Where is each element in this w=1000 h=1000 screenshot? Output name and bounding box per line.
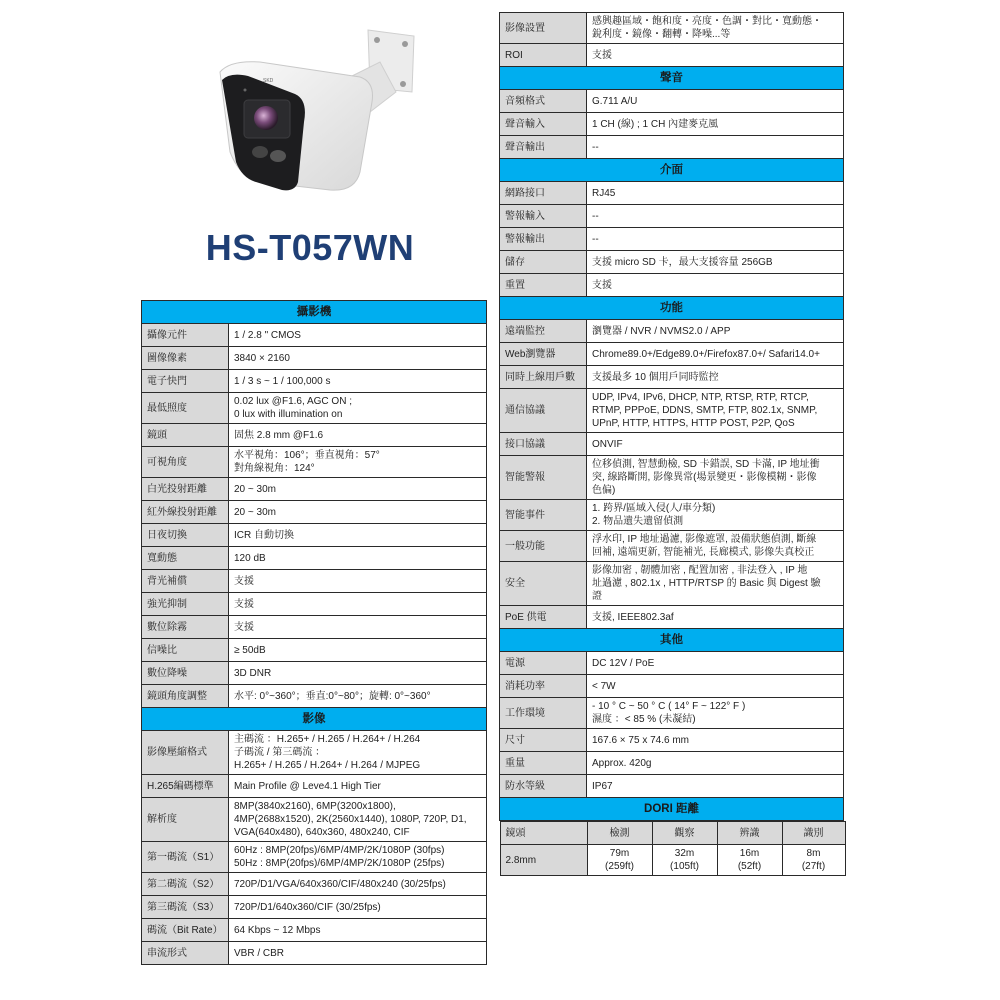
section-title: 介面 xyxy=(500,159,844,182)
spec-label: 鏡頭角度調整 xyxy=(142,685,229,708)
spec-value xyxy=(229,798,487,842)
spec-value-line: 0 lux with illumination on xyxy=(234,409,343,420)
spec-value-line: 4MP(2688x1520), 2K(2560x1440), 1080P, 720P, D1, xyxy=(234,814,467,825)
spec-row xyxy=(500,652,844,675)
spec-label: 警報輸入 xyxy=(500,205,587,228)
spec-value-line: ONVIF xyxy=(592,438,623,450)
spec-label: 背光補償 xyxy=(142,570,229,593)
dori-data-row xyxy=(500,845,845,876)
spec-label: 寬動態 xyxy=(142,547,229,570)
spec-row xyxy=(142,324,487,347)
spec-value-line: RTMP, PPPoE, DDNS, SMTP, FTP, 802.1x, SNMP, xyxy=(592,405,818,416)
spec-value-line: 支援 xyxy=(592,279,612,291)
spec-row xyxy=(500,606,844,629)
spec-row xyxy=(142,347,487,370)
spec-row xyxy=(500,675,844,698)
spec-label: 一般功能 xyxy=(500,531,587,562)
spec-value xyxy=(229,685,487,708)
spec-value xyxy=(587,729,844,752)
section-header-row xyxy=(142,708,487,731)
spec-value xyxy=(587,274,844,297)
dori-distance xyxy=(717,845,782,876)
spec-value-line: IP67 xyxy=(592,780,613,792)
distance-feet: (52ft) xyxy=(737,861,762,872)
spec-label: 信噪比 xyxy=(142,639,229,662)
spec-label: 智能警報 xyxy=(500,456,587,500)
spec-value-line: 720P/D1/VGA/640x360/CIF/480x240 (30/25fps) xyxy=(234,878,446,890)
spec-label: 網路接口 xyxy=(500,182,587,205)
spec-row xyxy=(500,456,844,500)
spec-row xyxy=(500,251,844,274)
spec-row xyxy=(142,775,487,798)
dori-wrapper-row xyxy=(500,821,844,877)
spec-value-line: 8MP(3840x2160), 6MP(3200x1800), xyxy=(234,801,396,812)
spec-value-line: UDP, IPv4, IPv6, DHCP, NTP, RTSP, RTP, RTCP, xyxy=(592,392,809,403)
spec-label: 聲音輸入 xyxy=(500,113,587,136)
spec-value xyxy=(229,842,487,873)
spec-label: 同時上線用戶數 xyxy=(500,366,587,389)
spec-value xyxy=(587,343,844,366)
spec-value-line: 50Hz : 8MP(20fps)/6MP/4MP/2K/1080P (25fps) xyxy=(234,858,445,869)
spec-label: 消耗功率 xyxy=(500,675,587,698)
spec-row xyxy=(142,593,487,616)
spec-value xyxy=(229,370,487,393)
spec-value xyxy=(229,347,487,370)
spec-value-line: 位移偵測, 智慧動檢, SD 卡錯誤, SD 卡滿, IP 地址衝 xyxy=(592,459,820,470)
spec-value-line: 色偏) xyxy=(592,485,616,496)
spec-row xyxy=(142,942,487,965)
spec-row xyxy=(500,205,844,228)
spec-value-line: 水平視角：106°；垂直視角：57° xyxy=(234,450,380,461)
spec-value xyxy=(229,942,487,965)
spec-value-line: 1. 跨界/區域入侵(人/車分類) xyxy=(592,503,716,514)
spec-row xyxy=(142,842,487,873)
spec-value-line: 1 / 3 s ~ 1 / 100,000 s xyxy=(234,375,331,387)
spec-value xyxy=(587,228,844,251)
spec-value-line: 支援, IEEE802.3af xyxy=(592,611,674,623)
spec-value-line: 對角線視角：124° xyxy=(234,463,315,474)
dori-distance xyxy=(652,845,717,876)
spec-value-line: ICR 自動切換 xyxy=(234,529,294,541)
spec-row xyxy=(500,433,844,456)
spec-value xyxy=(587,652,844,675)
spec-value xyxy=(587,44,844,67)
distance-meters: 8m xyxy=(806,848,821,859)
spec-value xyxy=(587,752,844,775)
spec-value xyxy=(229,593,487,616)
spec-label: 尺寸 xyxy=(500,729,587,752)
spec-value xyxy=(229,501,487,524)
spec-label: Web瀏覽器 xyxy=(500,343,587,366)
spec-label: 數位降噪 xyxy=(142,662,229,685)
distance-meters: 16m xyxy=(739,848,760,859)
section-title: 聲音 xyxy=(500,67,844,90)
dori-distance xyxy=(782,845,845,876)
spec-row xyxy=(142,873,487,896)
spec-row xyxy=(142,547,487,570)
spec-value-line: 1 CH (線) ; 1 CH 內建麥克風 xyxy=(592,118,719,130)
spec-label: 防水等級 xyxy=(500,775,587,798)
dori-title: DORI 距離 xyxy=(500,798,844,821)
spec-label: 接口協議 xyxy=(500,433,587,456)
spec-value-line: Main Profile @ Leve4.1 High Tier xyxy=(234,780,381,792)
spec-row xyxy=(500,389,844,433)
model-title: HS-T057WN xyxy=(205,227,415,268)
spec-value xyxy=(229,873,487,896)
spec-value-line: VBR / CBR xyxy=(234,947,285,959)
distance-feet: (27ft) xyxy=(801,861,826,872)
spec-label: 智能事件 xyxy=(500,500,587,531)
spec-row xyxy=(142,919,487,942)
distance-feet: (105ft) xyxy=(670,861,699,872)
spec-value xyxy=(229,524,487,547)
spec-row xyxy=(142,370,487,393)
section-header-row xyxy=(500,67,844,90)
spec-label: 解析度 xyxy=(142,798,229,842)
spec-row xyxy=(142,639,487,662)
spec-value-line: 感興趣區域・飽和度・亮度・色調・對比・寬動態・ xyxy=(592,16,822,27)
spec-value-line: 3D DNR xyxy=(234,667,272,679)
spec-value xyxy=(229,919,487,942)
section-title: 影像 xyxy=(142,708,487,731)
spec-value xyxy=(229,639,487,662)
spec-value-line: 主碼流 ：H.265+ / H.265 / H.264+ / H.264 xyxy=(234,734,421,745)
spec-row xyxy=(500,562,844,606)
spec-label: 工作環境 xyxy=(500,698,587,729)
spec-value xyxy=(229,478,487,501)
spec-value xyxy=(229,447,487,478)
spec-value-line: 60Hz : 8MP(20fps)/6MP/4MP/2K/1080P (30fps) xyxy=(234,845,445,856)
spec-value xyxy=(229,424,487,447)
spec-label: 第三碼流（S3） xyxy=(142,896,229,919)
section-title: 功能 xyxy=(500,297,844,320)
spec-value xyxy=(587,500,844,531)
section-title: 攝影機 xyxy=(142,301,487,324)
spec-label: 強光抑制 xyxy=(142,593,229,616)
spec-value xyxy=(229,775,487,798)
spec-value-line: 2. 物品遺失遺留偵測 xyxy=(592,516,684,527)
spec-value-line: 水平: 0°~360°；垂直:0°~80°；旋轉: 0°~360° xyxy=(234,690,431,702)
dori-header-row xyxy=(500,822,845,845)
spec-label: 遠端監控 xyxy=(500,320,587,343)
spec-label: 鏡頭 xyxy=(142,424,229,447)
spec-value xyxy=(229,570,487,593)
spec-label: 電子快門 xyxy=(142,370,229,393)
spec-value-line: Approx. 420g xyxy=(592,757,652,769)
spec-label: 安全 xyxy=(500,562,587,606)
spec-value xyxy=(587,320,844,343)
spec-value-line: VGA(640x480), 640x360, 480x240, CIF xyxy=(234,827,410,838)
spec-value xyxy=(229,731,487,775)
section-title: 其他 xyxy=(500,629,844,652)
spec-label: 數位除霧 xyxy=(142,616,229,639)
spec-value-line: H.265+ / H.265 / H.264+ / H.264 / MJPEG xyxy=(234,760,421,771)
spec-value-line: 0.02 lux @F1.6, AGC ON ; xyxy=(234,396,352,407)
spec-value-line: 120 dB xyxy=(234,552,266,564)
spec-table-camera xyxy=(141,300,487,965)
dori-wrapper xyxy=(500,821,844,877)
spec-value xyxy=(229,324,487,347)
spec-row xyxy=(500,531,844,562)
svg-text:SKD: SKD xyxy=(263,78,274,84)
spec-value-line: 支援 xyxy=(234,598,254,610)
spec-label: 白光投射距離 xyxy=(142,478,229,501)
spec-value-line: 回補, 遠端更新, 智能補光, 長廊模式, 影像失真校正 xyxy=(592,547,815,558)
spec-value xyxy=(587,456,844,500)
spec-value-line: -- xyxy=(592,233,599,245)
distance-feet: (259ft) xyxy=(605,861,634,872)
spec-value-line: ≥ 50dB xyxy=(234,644,266,656)
spec-value-line: 址過濾 , 802.1x , HTTP/RTSP 的 Basic 與 Digest 驗 xyxy=(592,578,821,589)
spec-row xyxy=(142,685,487,708)
spec-value xyxy=(587,205,844,228)
spec-value-line: 64 Kbps ~ 12 Mbps xyxy=(234,924,321,936)
spec-label: PoE 供電 xyxy=(500,606,587,629)
spec-label: 儲存 xyxy=(500,251,587,274)
spec-row xyxy=(500,343,844,366)
product-hero xyxy=(180,22,440,282)
spec-value xyxy=(587,113,844,136)
spec-row xyxy=(500,698,844,729)
spec-row xyxy=(500,320,844,343)
spec-value-line: 浮水印, IP 地址過濾, 影像遮罩, 設備狀態偵測, 斷線 xyxy=(592,534,817,545)
spec-value-line: 支援 micro SD 卡，最大支援容量 256GB xyxy=(592,256,773,268)
section-header-row xyxy=(142,301,487,324)
spec-value xyxy=(229,393,487,424)
spec-label: 圖像像素 xyxy=(142,347,229,370)
spec-label: 通信協議 xyxy=(500,389,587,433)
spec-label: 串流形式 xyxy=(142,942,229,965)
section-header-row xyxy=(500,798,844,821)
dori-table xyxy=(500,821,846,876)
spec-value-line: 證 xyxy=(592,591,602,602)
spec-value-line: 影像加密 , 韌體加密 , 配置加密 , 非法登入 , IP 地 xyxy=(592,565,808,576)
spec-value-line: 支援最多 10 個用戶同時監控 xyxy=(592,371,719,383)
spec-row xyxy=(500,366,844,389)
spec-value-line: G.711 A/U xyxy=(592,95,638,107)
spec-value xyxy=(229,896,487,919)
spec-value-line: 720P/D1/640x360/CIF (30/25fps) xyxy=(234,901,381,913)
spec-value-line: - 10 ° C ~ 50 ° C ( 14° F ~ 122° F ) xyxy=(592,701,746,712)
spec-label: ROI xyxy=(500,44,587,67)
spec-value xyxy=(587,531,844,562)
spec-row xyxy=(142,424,487,447)
spec-value-line: 支援 xyxy=(592,49,612,61)
spec-row xyxy=(500,136,844,159)
spec-row xyxy=(500,274,844,297)
spec-value xyxy=(587,13,844,44)
spec-row xyxy=(142,393,487,424)
spec-value xyxy=(587,775,844,798)
spec-label: 最低照度 xyxy=(142,393,229,424)
spec-row xyxy=(500,113,844,136)
spec-row xyxy=(142,501,487,524)
spec-value xyxy=(587,562,844,606)
spec-value-line: 3840 × 2160 xyxy=(234,352,290,364)
spec-row xyxy=(500,44,844,67)
spec-label: 電源 xyxy=(500,652,587,675)
spec-row xyxy=(142,896,487,919)
dori-column-header: 檢測 xyxy=(587,822,652,845)
dori-column-header: 識別 xyxy=(782,822,845,845)
spec-value-line: 支援 xyxy=(234,621,254,633)
section-header-row xyxy=(500,297,844,320)
spec-row xyxy=(142,478,487,501)
dori-distance xyxy=(587,845,652,876)
distance-meters: 79m xyxy=(609,848,630,859)
spec-value xyxy=(587,366,844,389)
spec-label: 警報輸出 xyxy=(500,228,587,251)
spec-value xyxy=(587,182,844,205)
dori-lens: 2.8mm xyxy=(500,845,587,876)
dori-column-header: 辨識 xyxy=(717,822,782,845)
spec-row xyxy=(500,729,844,752)
spec-label: 日夜切換 xyxy=(142,524,229,547)
spec-label: H.265編碼標準 xyxy=(142,775,229,798)
spec-row xyxy=(142,524,487,547)
spec-value xyxy=(587,251,844,274)
spec-row xyxy=(500,13,844,44)
spec-label: 重量 xyxy=(500,752,587,775)
spec-row xyxy=(142,662,487,685)
spec-value-line: UPnP, HTTP, HTTPS, HTTP POST, P2P, QoS xyxy=(592,418,795,429)
spec-table-features xyxy=(499,12,844,876)
spec-row xyxy=(500,775,844,798)
spec-label: 聲音輸出 xyxy=(500,136,587,159)
spec-label: 影像壓縮格式 xyxy=(142,731,229,775)
spec-value xyxy=(587,433,844,456)
section-header-row xyxy=(500,629,844,652)
spec-row xyxy=(500,228,844,251)
spec-value xyxy=(587,136,844,159)
section-header-row xyxy=(500,159,844,182)
spec-value xyxy=(587,606,844,629)
spec-value xyxy=(229,616,487,639)
spec-value-line: 支援 xyxy=(234,575,254,587)
spec-value-line: RJ45 xyxy=(592,187,616,199)
spec-row xyxy=(142,570,487,593)
spec-label: 攝像元件 xyxy=(142,324,229,347)
spec-value-line: -- xyxy=(592,210,599,222)
spec-value-line: 167.6 × 75 x 74.6 mm xyxy=(592,734,690,746)
spec-value-line: DC 12V / PoE xyxy=(592,657,655,669)
spec-label: 第一碼流（S1） xyxy=(142,842,229,873)
spec-row xyxy=(500,182,844,205)
spec-value-line: -- xyxy=(592,141,599,153)
spec-value-line: 瀏覽器 / NVR / NVMS2.0 / APP xyxy=(592,325,731,337)
spec-value-line: 子碼流 / 第三碼流 ： xyxy=(234,747,326,758)
spec-row xyxy=(500,500,844,531)
spec-row xyxy=(142,731,487,775)
spec-row xyxy=(142,616,487,639)
spec-value xyxy=(229,547,487,570)
spec-row xyxy=(142,798,487,842)
dori-column-header: 鏡頭 xyxy=(500,822,587,845)
spec-row xyxy=(500,752,844,775)
spec-value-line: 突, 線路斷開, 影像異常(場景變更・影像模糊・影像 xyxy=(592,472,817,483)
spec-value-line: 20 ~ 30m xyxy=(234,483,276,495)
spec-value-line: 固焦 2.8 mm @F1.6 xyxy=(234,429,324,441)
spec-row xyxy=(500,90,844,113)
dori-column-header: 觀察 xyxy=(652,822,717,845)
spec-value xyxy=(587,675,844,698)
bullet-camera-icon xyxy=(200,22,420,202)
spec-value-line: 1 / 2.8 " CMOS xyxy=(234,329,301,341)
spec-value-line: 銳利度・鏡像・翻轉・降噪...等 xyxy=(592,29,731,40)
spec-label: 碼流（Bit Rate） xyxy=(142,919,229,942)
spec-value xyxy=(587,90,844,113)
spec-label: 重置 xyxy=(500,274,587,297)
spec-value-line: Chrome89.0+/Edge89.0+/Firefox87.0+/ Safari14.0+ xyxy=(592,348,820,360)
spec-value-line: 20 ~ 30m xyxy=(234,506,276,518)
spec-value xyxy=(229,662,487,685)
spec-label: 影像設置 xyxy=(500,13,587,44)
spec-label: 第二碼流（S2） xyxy=(142,873,229,896)
spec-label: 紅外線投射距離 xyxy=(142,501,229,524)
spec-label: 音頻格式 xyxy=(500,90,587,113)
spec-value-line: 濕度 ：< 85 % (未凝結) xyxy=(592,714,696,725)
spec-row xyxy=(142,447,487,478)
spec-value-line: < 7W xyxy=(592,680,616,692)
spec-value xyxy=(587,389,844,433)
spec-label: 可視角度 xyxy=(142,447,229,478)
spec-value xyxy=(587,698,844,729)
distance-meters: 32m xyxy=(674,848,695,859)
